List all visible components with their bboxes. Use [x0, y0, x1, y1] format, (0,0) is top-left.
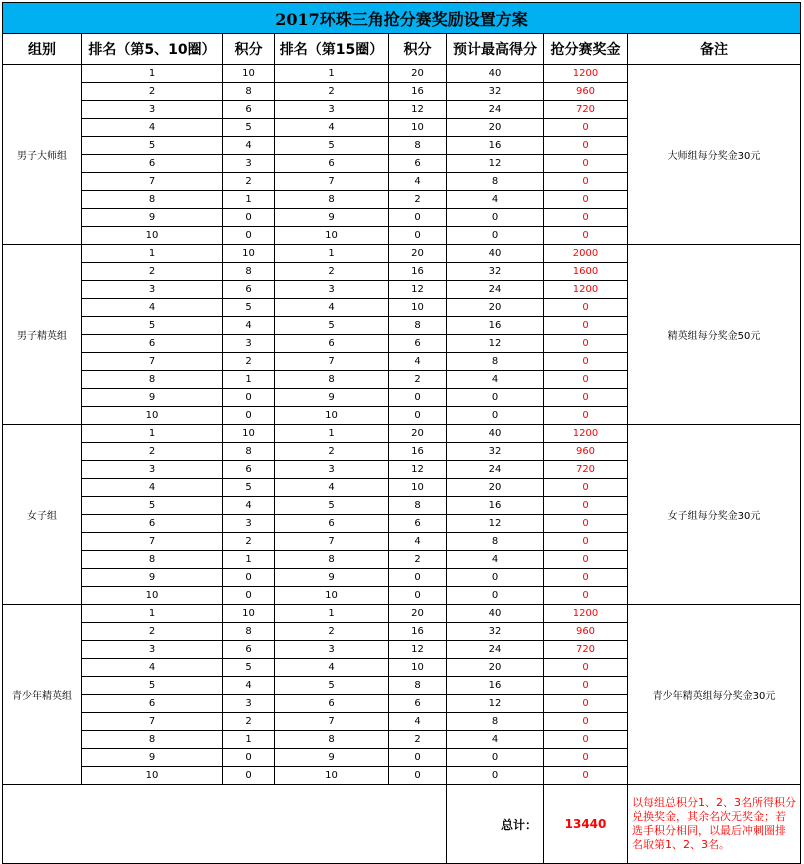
data-cell[interactable]: 12 [389, 101, 447, 119]
data-cell[interactable]: 0 [389, 749, 447, 767]
prize-cell[interactable]: 1200 [544, 281, 628, 299]
data-cell[interactable]: 6 [389, 335, 447, 353]
prize-cell[interactable]: 720 [544, 101, 628, 119]
data-cell[interactable]: 5 [82, 497, 223, 515]
data-cell[interactable]: 5 [82, 317, 223, 335]
data-cell[interactable]: 4 [275, 299, 389, 317]
data-cell[interactable]: 8 [275, 731, 389, 749]
data-cell[interactable]: 6 [82, 515, 223, 533]
data-cell[interactable]: 10 [82, 227, 223, 245]
data-cell[interactable]: 4 [389, 533, 447, 551]
data-cell[interactable]: 4 [82, 299, 223, 317]
data-cell[interactable]: 40 [447, 605, 544, 623]
prize-cell[interactable]: 1200 [544, 425, 628, 443]
data-cell[interactable]: 4 [223, 137, 275, 155]
prize-table [2, 2, 801, 864]
prize-cell[interactable]: 0 [544, 299, 628, 317]
data-cell[interactable]: 8 [447, 713, 544, 731]
data-cell[interactable]: 4 [389, 353, 447, 371]
data-cell[interactable]: 7 [82, 353, 223, 371]
header-row [3, 34, 801, 65]
prize-cell[interactable]: 0 [544, 695, 628, 713]
data-cell[interactable]: 5 [82, 677, 223, 695]
data-cell[interactable]: 20 [389, 245, 447, 263]
data-cell[interactable]: 3 [223, 155, 275, 173]
prize-cell[interactable]: 0 [544, 191, 628, 209]
header-cell[interactable]: 积分 [223, 34, 275, 65]
data-cell[interactable]: 7 [275, 173, 389, 191]
data-cell[interactable]: 10 [275, 587, 389, 605]
data-cell[interactable]: 2 [223, 533, 275, 551]
prize-cell[interactable]: 1200 [544, 605, 628, 623]
data-cell[interactable]: 10 [223, 605, 275, 623]
data-cell[interactable]: 16 [389, 443, 447, 461]
data-cell[interactable]: 0 [447, 227, 544, 245]
data-cell[interactable]: 8 [389, 497, 447, 515]
data-cell[interactable]: 6 [82, 695, 223, 713]
data-cell[interactable]: 4 [223, 317, 275, 335]
data-cell[interactable]: 6 [275, 335, 389, 353]
data-cell[interactable]: 16 [447, 137, 544, 155]
data-cell[interactable]: 4 [82, 659, 223, 677]
group-note-cell[interactable]: 女子组每分奖金30元 [628, 425, 801, 605]
data-cell[interactable]: 3 [82, 101, 223, 119]
prize-cell[interactable]: 0 [544, 731, 628, 749]
data-cell[interactable]: 6 [275, 695, 389, 713]
sheet-title[interactable]: 2017环珠三角抢分赛奖励设置方案 [3, 3, 801, 34]
data-cell[interactable]: 16 [447, 677, 544, 695]
data-cell[interactable]: 8 [82, 731, 223, 749]
summary-blank-cell[interactable] [3, 785, 447, 864]
data-cell[interactable]: 32 [447, 623, 544, 641]
header-cell[interactable]: 排名（第5、10圈） [82, 34, 223, 65]
data-cell[interactable]: 40 [447, 425, 544, 443]
data-cell[interactable]: 5 [275, 677, 389, 695]
data-cell[interactable]: 0 [389, 389, 447, 407]
data-cell[interactable]: 3 [275, 641, 389, 659]
data-cell[interactable]: 8 [223, 263, 275, 281]
prize-cell[interactable]: 0 [544, 659, 628, 677]
data-cell[interactable]: 8 [389, 317, 447, 335]
data-cell[interactable]: 2 [275, 83, 389, 101]
data-cell[interactable]: 6 [389, 695, 447, 713]
data-cell[interactable]: 0 [447, 767, 544, 785]
prize-cell[interactable]: 0 [544, 713, 628, 731]
data-cell[interactable]: 16 [447, 497, 544, 515]
group-name-cell[interactable]: 男子大师组 [3, 65, 82, 245]
prize-cell[interactable]: 960 [544, 83, 628, 101]
data-cell[interactable]: 2 [389, 551, 447, 569]
data-cell[interactable]: 20 [389, 605, 447, 623]
data-cell[interactable]: 7 [275, 353, 389, 371]
data-cell[interactable]: 5 [223, 119, 275, 137]
prize-cell[interactable]: 0 [544, 335, 628, 353]
data-cell[interactable]: 2 [223, 713, 275, 731]
data-cell[interactable]: 10 [82, 407, 223, 425]
data-cell[interactable]: 6 [223, 281, 275, 299]
data-cell[interactable]: 10 [275, 407, 389, 425]
data-cell[interactable]: 1 [223, 191, 275, 209]
data-cell[interactable]: 0 [223, 767, 275, 785]
header-cell[interactable]: 组别 [3, 34, 82, 65]
data-cell[interactable]: 1 [223, 551, 275, 569]
prize-cell[interactable]: 0 [544, 173, 628, 191]
data-cell[interactable]: 2 [389, 371, 447, 389]
data-cell[interactable]: 32 [447, 443, 544, 461]
data-cell[interactable]: 1 [223, 731, 275, 749]
data-cell[interactable]: 4 [447, 731, 544, 749]
data-cell[interactable]: 4 [447, 191, 544, 209]
prize-cell[interactable]: 0 [544, 119, 628, 137]
data-cell[interactable]: 6 [223, 641, 275, 659]
prize-cell[interactable]: 0 [544, 515, 628, 533]
prize-cell[interactable]: 0 [544, 353, 628, 371]
data-cell[interactable]: 4 [447, 371, 544, 389]
prize-cell[interactable]: 0 [544, 407, 628, 425]
data-cell[interactable]: 3 [223, 335, 275, 353]
data-cell[interactable]: 0 [389, 407, 447, 425]
data-cell[interactable]: 1 [275, 605, 389, 623]
data-cell[interactable]: 3 [223, 695, 275, 713]
table-row [3, 425, 801, 443]
data-cell[interactable]: 5 [223, 299, 275, 317]
data-cell[interactable]: 3 [275, 101, 389, 119]
data-cell[interactable]: 4 [223, 497, 275, 515]
data-cell[interactable]: 8 [447, 353, 544, 371]
data-cell[interactable]: 0 [447, 587, 544, 605]
data-cell[interactable]: 1 [275, 65, 389, 83]
table-row [3, 65, 801, 83]
data-cell[interactable]: 20 [447, 659, 544, 677]
data-cell[interactable]: 5 [275, 497, 389, 515]
data-cell[interactable]: 16 [389, 623, 447, 641]
data-cell[interactable]: 0 [447, 407, 544, 425]
data-cell[interactable]: 8 [389, 677, 447, 695]
data-cell[interactable]: 7 [275, 533, 389, 551]
data-cell[interactable]: 12 [447, 335, 544, 353]
data-cell[interactable]: 0 [447, 569, 544, 587]
data-cell[interactable]: 20 [389, 425, 447, 443]
data-cell[interactable]: 5 [275, 317, 389, 335]
data-cell[interactable]: 24 [447, 281, 544, 299]
prize-cell[interactable]: 0 [544, 497, 628, 515]
prize-cell[interactable]: 0 [544, 767, 628, 785]
data-cell[interactable]: 4 [82, 119, 223, 137]
data-cell[interactable]: 2 [275, 263, 389, 281]
header-cell[interactable]: 排名（第15圈） [275, 34, 389, 65]
data-cell[interactable]: 6 [389, 515, 447, 533]
data-cell[interactable]: 9 [275, 569, 389, 587]
data-cell[interactable]: 24 [447, 461, 544, 479]
data-cell[interactable]: 5 [82, 137, 223, 155]
data-cell[interactable]: 4 [275, 479, 389, 497]
data-cell[interactable]: 10 [223, 65, 275, 83]
data-cell[interactable]: 12 [447, 695, 544, 713]
remark-cell[interactable]: 以每组总积分1、2、3名所得积分兑换奖金，其余名次无奖金；若选手积分相同，以最后冲刺圈排名取第1、2、3名。 [628, 785, 801, 864]
prize-cell[interactable]: 0 [544, 749, 628, 767]
data-cell[interactable]: 8 [389, 137, 447, 155]
data-cell[interactable]: 2 [389, 731, 447, 749]
data-cell[interactable]: 6 [275, 515, 389, 533]
data-cell[interactable]: 20 [447, 119, 544, 137]
data-cell[interactable]: 7 [82, 713, 223, 731]
data-cell[interactable]: 0 [223, 569, 275, 587]
prize-cell[interactable]: 0 [544, 587, 628, 605]
data-cell[interactable]: 8 [223, 83, 275, 101]
data-cell[interactable]: 10 [82, 587, 223, 605]
data-cell[interactable]: 10 [275, 767, 389, 785]
data-cell[interactable]: 20 [447, 299, 544, 317]
data-cell[interactable]: 8 [223, 443, 275, 461]
header-cell[interactable]: 抢分赛奖金 [544, 34, 628, 65]
data-cell[interactable]: 2 [82, 83, 223, 101]
data-cell[interactable]: 9 [275, 389, 389, 407]
prize-cell[interactable]: 1600 [544, 263, 628, 281]
prize-cell[interactable]: 0 [544, 551, 628, 569]
data-cell[interactable]: 2 [223, 353, 275, 371]
data-cell[interactable]: 6 [389, 155, 447, 173]
data-cell[interactable]: 2 [389, 191, 447, 209]
group-note-cell[interactable]: 青少年精英组每分奖金30元 [628, 605, 801, 785]
total-label[interactable]: 总计： [447, 785, 544, 864]
data-cell[interactable]: 10 [82, 767, 223, 785]
data-cell[interactable]: 6 [275, 155, 389, 173]
table-row [3, 245, 801, 263]
data-cell[interactable]: 20 [389, 65, 447, 83]
prize-cell[interactable]: 0 [544, 209, 628, 227]
data-cell[interactable]: 1 [82, 425, 223, 443]
data-cell[interactable]: 0 [389, 587, 447, 605]
data-cell[interactable]: 3 [275, 461, 389, 479]
data-cell[interactable]: 4 [82, 479, 223, 497]
data-cell[interactable]: 4 [447, 551, 544, 569]
data-cell[interactable]: 0 [447, 209, 544, 227]
prize-cell[interactable]: 720 [544, 461, 628, 479]
data-cell[interactable]: 6 [82, 155, 223, 173]
data-cell[interactable]: 10 [275, 227, 389, 245]
header-cell[interactable]: 积分 [389, 34, 447, 65]
data-cell[interactable]: 9 [82, 569, 223, 587]
data-cell[interactable]: 6 [223, 101, 275, 119]
data-cell[interactable]: 32 [447, 263, 544, 281]
data-cell[interactable]: 3 [82, 281, 223, 299]
summary-row [3, 785, 801, 864]
header-cell[interactable]: 备注 [628, 34, 801, 65]
prize-cell[interactable]: 960 [544, 623, 628, 641]
data-cell[interactable]: 0 [389, 209, 447, 227]
data-cell[interactable]: 0 [223, 389, 275, 407]
data-cell[interactable]: 8 [82, 551, 223, 569]
data-cell[interactable]: 16 [389, 263, 447, 281]
prize-cell[interactable]: 0 [544, 137, 628, 155]
data-cell[interactable]: 5 [275, 137, 389, 155]
data-cell[interactable]: 9 [275, 749, 389, 767]
data-cell[interactable]: 9 [82, 389, 223, 407]
data-cell[interactable]: 10 [389, 299, 447, 317]
total-value[interactable]: 13440 [544, 785, 628, 864]
group-note-cell[interactable]: 精英组每分奖金50元 [628, 245, 801, 425]
data-cell[interactable]: 12 [447, 155, 544, 173]
data-cell[interactable]: 1 [82, 605, 223, 623]
prize-cell[interactable]: 960 [544, 443, 628, 461]
data-cell[interactable]: 12 [389, 641, 447, 659]
data-cell[interactable]: 4 [223, 677, 275, 695]
data-cell[interactable]: 1 [223, 371, 275, 389]
data-cell[interactable]: 0 [223, 407, 275, 425]
data-cell[interactable]: 3 [82, 641, 223, 659]
data-cell[interactable]: 6 [223, 461, 275, 479]
data-cell[interactable]: 0 [223, 227, 275, 245]
prize-cell[interactable]: 0 [544, 371, 628, 389]
data-cell[interactable]: 8 [275, 191, 389, 209]
data-cell[interactable]: 8 [82, 191, 223, 209]
prize-cell[interactable]: 2000 [544, 245, 628, 263]
data-cell[interactable]: 16 [389, 83, 447, 101]
data-cell[interactable]: 8 [275, 371, 389, 389]
data-cell[interactable]: 40 [447, 65, 544, 83]
prize-cell[interactable]: 720 [544, 641, 628, 659]
data-cell[interactable]: 10 [223, 425, 275, 443]
data-cell[interactable]: 20 [447, 479, 544, 497]
data-cell[interactable]: 24 [447, 641, 544, 659]
data-cell[interactable]: 9 [82, 209, 223, 227]
group-name-cell[interactable]: 男子精英组 [3, 245, 82, 425]
data-cell[interactable]: 40 [447, 245, 544, 263]
group-name-cell[interactable]: 女子组 [3, 425, 82, 605]
data-cell[interactable]: 0 [223, 587, 275, 605]
data-cell[interactable]: 9 [82, 749, 223, 767]
data-cell[interactable]: 4 [389, 173, 447, 191]
data-cell[interactable]: 8 [82, 371, 223, 389]
data-cell[interactable]: 8 [223, 623, 275, 641]
data-cell[interactable]: 10 [223, 245, 275, 263]
group-note-cell[interactable]: 大师组每分奖金30元 [628, 65, 801, 245]
data-cell[interactable]: 0 [447, 389, 544, 407]
data-cell[interactable]: 8 [447, 173, 544, 191]
data-cell[interactable]: 0 [223, 209, 275, 227]
data-cell[interactable]: 4 [275, 119, 389, 137]
data-cell[interactable]: 0 [389, 767, 447, 785]
data-cell[interactable]: 3 [275, 281, 389, 299]
data-cell[interactable]: 2 [82, 263, 223, 281]
data-cell[interactable]: 4 [389, 713, 447, 731]
data-cell[interactable]: 8 [275, 551, 389, 569]
data-cell[interactable]: 10 [389, 119, 447, 137]
data-cell[interactable]: 1 [275, 425, 389, 443]
prize-cell[interactable]: 1200 [544, 65, 628, 83]
data-cell[interactable]: 10 [389, 479, 447, 497]
data-cell[interactable]: 8 [447, 533, 544, 551]
prize-cell[interactable]: 0 [544, 317, 628, 335]
data-cell[interactable]: 2 [275, 623, 389, 641]
data-cell[interactable]: 2 [223, 173, 275, 191]
data-cell[interactable]: 0 [389, 569, 447, 587]
data-cell[interactable]: 32 [447, 83, 544, 101]
data-cell[interactable]: 10 [389, 659, 447, 677]
data-cell[interactable]: 1 [82, 65, 223, 83]
data-cell[interactable]: 0 [389, 227, 447, 245]
data-cell[interactable]: 5 [223, 479, 275, 497]
data-cell[interactable]: 1 [82, 245, 223, 263]
data-cell[interactable]: 6 [82, 335, 223, 353]
data-cell[interactable]: 3 [223, 515, 275, 533]
prize-cell[interactable]: 0 [544, 677, 628, 695]
data-cell[interactable]: 7 [275, 713, 389, 731]
data-cell[interactable]: 4 [275, 659, 389, 677]
data-cell[interactable]: 3 [82, 461, 223, 479]
header-cell[interactable]: 预计最高得分 [447, 34, 544, 65]
data-cell[interactable]: 12 [389, 461, 447, 479]
table-row [3, 605, 801, 623]
data-cell[interactable]: 16 [447, 317, 544, 335]
data-cell[interactable]: 2 [82, 443, 223, 461]
data-cell[interactable]: 24 [447, 101, 544, 119]
data-cell[interactable]: 2 [82, 623, 223, 641]
data-cell[interactable]: 2 [275, 443, 389, 461]
data-cell[interactable]: 1 [275, 245, 389, 263]
prize-cell[interactable]: 0 [544, 569, 628, 587]
data-cell[interactable]: 12 [447, 515, 544, 533]
data-cell[interactable]: 0 [447, 749, 544, 767]
prize-cell[interactable]: 0 [544, 479, 628, 497]
data-cell[interactable]: 12 [389, 281, 447, 299]
group-name-cell[interactable]: 青少年精英组 [3, 605, 82, 785]
data-cell[interactable]: 7 [82, 533, 223, 551]
data-cell[interactable]: 0 [223, 749, 275, 767]
prize-cell[interactable]: 0 [544, 533, 628, 551]
prize-cell[interactable]: 0 [544, 155, 628, 173]
prize-cell[interactable]: 0 [544, 227, 628, 245]
data-cell[interactable]: 5 [223, 659, 275, 677]
data-cell[interactable]: 7 [82, 173, 223, 191]
data-cell[interactable]: 9 [275, 209, 389, 227]
prize-cell[interactable]: 0 [544, 389, 628, 407]
